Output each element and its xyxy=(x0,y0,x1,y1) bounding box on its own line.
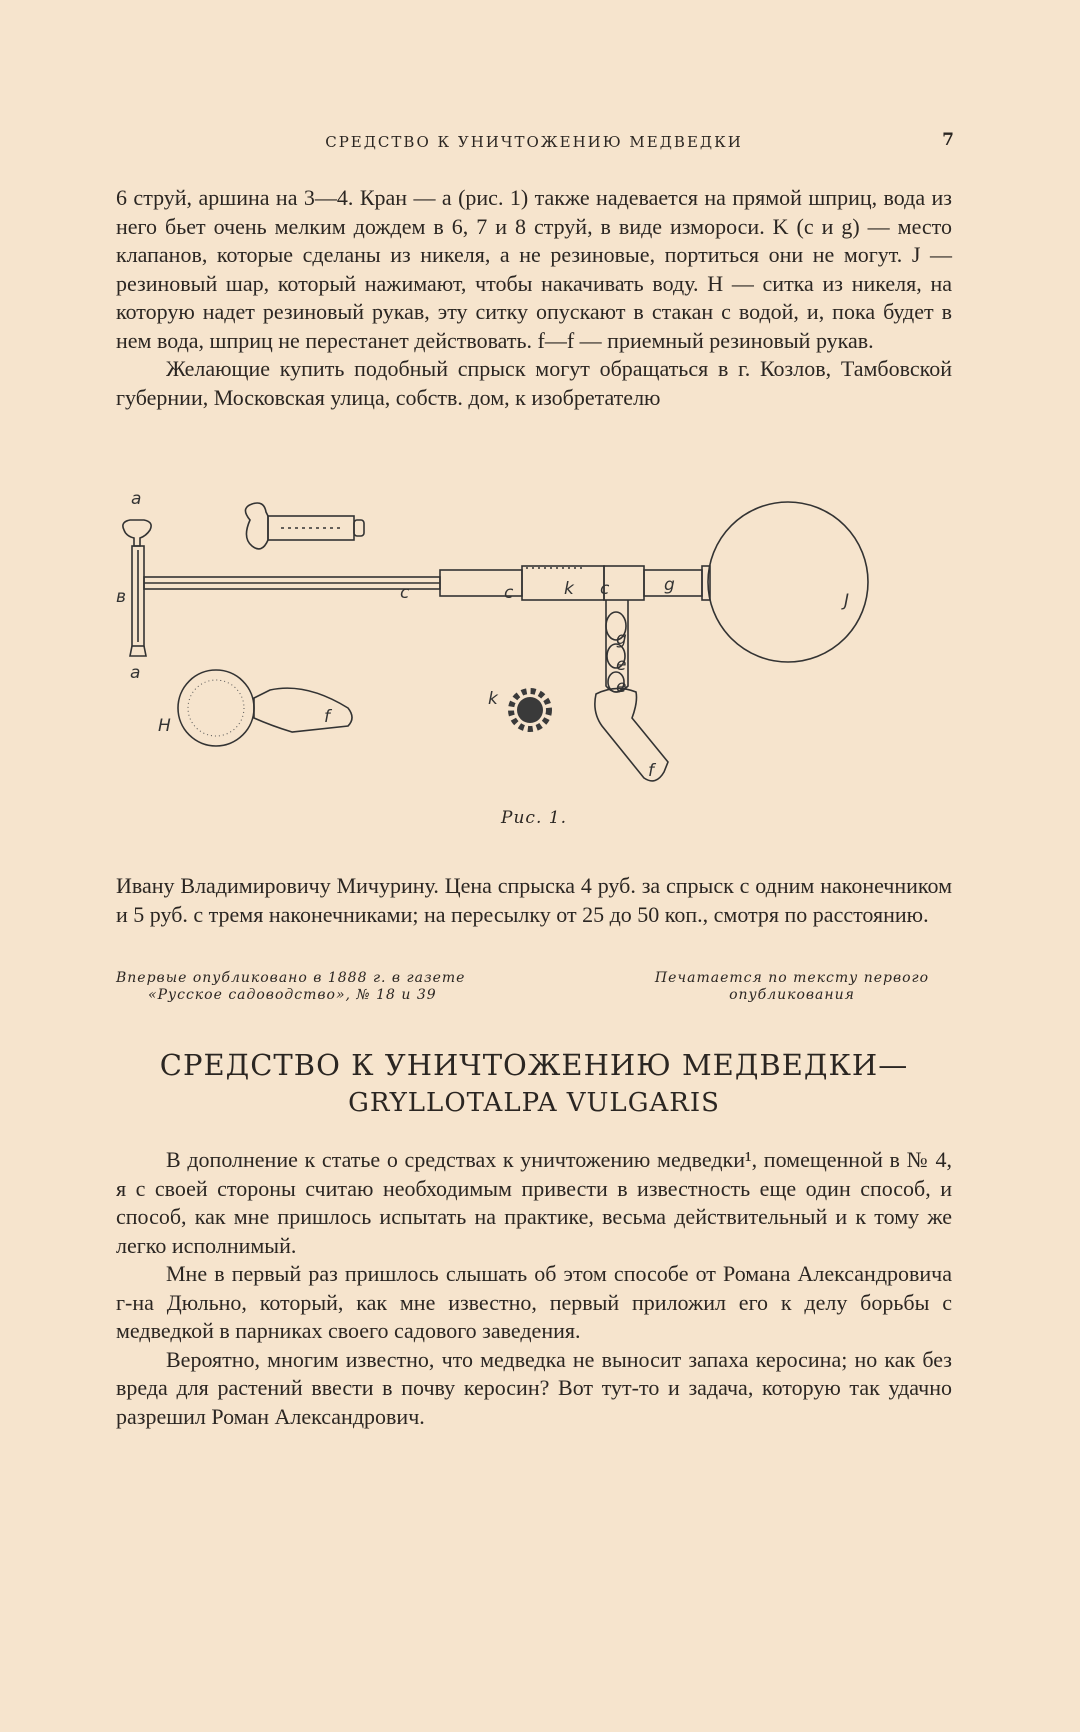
label-j: J xyxy=(844,591,850,611)
paragraph-price: Ивану Владимировичу Мичурину. Цена спрыска 4 руб. за спрыск с одним наконечником и 5 руб. с тремя наконечниками; на пересылку от 25 до 50 коп., смотря по расстоянию. xyxy=(116,873,952,927)
label-a-bottom: a xyxy=(130,663,141,683)
figure-caption: Рис. 1. xyxy=(501,808,567,828)
label-k2: k xyxy=(488,689,498,709)
gear-k-drawing xyxy=(511,691,549,729)
article-paragraph-2: Мне в первый раз пришлось слышать об этом способе от Романа Александровича г-на Дюльно, который, как мне известно, первый приложил его к делу борьбы с медведкой в парниках своего садового заведения. xyxy=(116,1261,952,1343)
label-b: в xyxy=(116,587,127,607)
figure-sprayer xyxy=(116,486,952,831)
note-first-published xyxy=(116,970,516,1004)
text-block-middle xyxy=(116,872,952,929)
sprayer-illustration xyxy=(116,486,952,831)
article-paragraph-1: В дополнение к статье о средствах к уничтожению медведки¹, помещенной в № 4, я с своей стороны считаю необходимым привести в известность еще один способ, и способ, как мне пришлось испытать на практике, весьма действительный и к тому же легко исполнимый. xyxy=(116,1147,952,1258)
paragraph-continued: 6 струй, аршина на 3—4. Кран — a (рис. 1) также надевается на прямой шприц, вода из него бьет очень мелким дождем в 6, 7 и 8 струй, в виде измороси. K (c и g) — место клапанов, которые сделаны из никеля, а не резиновые, портиться они не могут. J — резиновый шар, который нажимают, чтобы накачивать воду. H — ситка из никеля, на которую надет резиновый рукав, эту ситку опускают в стакан с водой, и, пока будет в нем вода, шприц не перестанет действовать. f—f — приемный резиновый рукав. xyxy=(116,185,952,353)
label-f1: f xyxy=(324,707,330,727)
label-f2: f xyxy=(648,761,654,781)
rubber-ball-drawing xyxy=(708,502,868,662)
article-title-line1: СРЕДСТВО К УНИЧТОЖЕНИЮ МЕДВЕДКИ— xyxy=(159,1048,909,1082)
label-c2: c xyxy=(504,583,514,603)
main-tube-drawing xyxy=(144,566,710,600)
note-left-line1: Впервые опубликовано в 1888 г. в газете xyxy=(116,970,466,986)
note-printed-by xyxy=(632,970,952,1004)
paragraph-purchase: Желающие купить подобный спрыск могут обращаться в г. Козлов, Тамбовской губернии, Московская улица, собств. дом, к изобретателю xyxy=(116,356,952,410)
running-title: СРЕДСТВО К УНИЧТОЖЕНИЮ МЕДВЕДКИ xyxy=(325,133,743,151)
note-right-line2: опубликования xyxy=(729,987,855,1003)
crane-a-drawing xyxy=(123,520,151,656)
article-title xyxy=(116,1046,952,1122)
article-title-line2: GRYLLOTALPA VULGARIS xyxy=(348,1088,720,1118)
page-number: 7 xyxy=(942,130,954,150)
receiving-hose-drawing xyxy=(595,688,668,780)
label-c1: c xyxy=(400,583,410,603)
label-k1: k xyxy=(564,579,574,599)
text-block-article xyxy=(116,1146,952,1431)
label-a-top: a xyxy=(131,489,142,509)
label-e1: e xyxy=(616,655,627,675)
article-paragraph-3: Вероятно, многим известно, что медведка не выносит запаха керосина; но как без вреда для растений ввести в почву керосин? Вот тут-то и задача, которую так удачно разрешил Роман Александрович. xyxy=(116,1346,952,1429)
label-h: H xyxy=(158,716,171,736)
text-block-top xyxy=(116,184,952,412)
label-g1: g xyxy=(664,575,675,595)
nozzle-drawing xyxy=(245,503,364,549)
label-e2: e xyxy=(616,677,627,697)
note-left-line2: «Русское садоводство», № 18 и 39 xyxy=(148,987,437,1003)
label-g2: g xyxy=(616,629,627,649)
note-right-line1: Печатается по тексту первого xyxy=(654,970,930,986)
label-c3: c xyxy=(600,579,610,599)
